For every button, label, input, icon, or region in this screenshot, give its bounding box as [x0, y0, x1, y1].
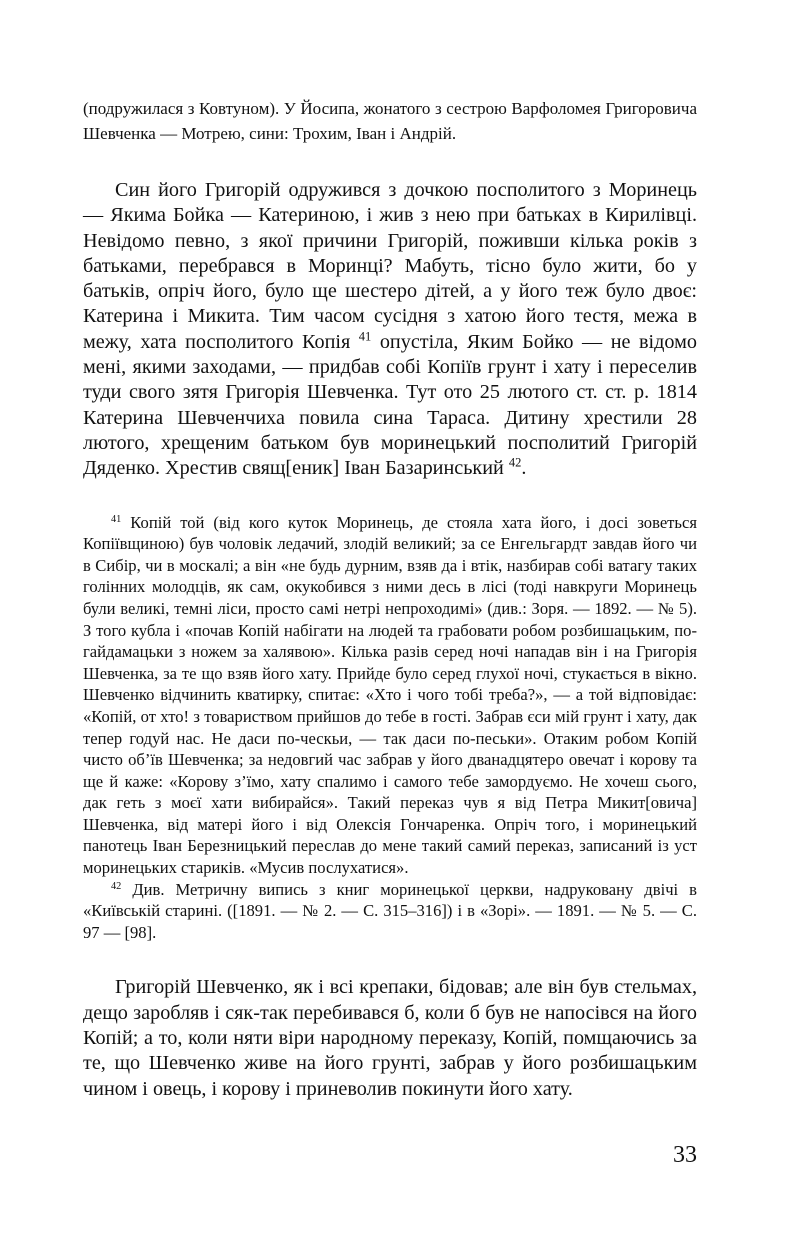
footnote-ref-42[interactable]: 42 — [508, 455, 522, 470]
intro-paragraph: (подружилася з Ковтуном). У Йосипа, жонатого з сестрою Варфоломея Григоровича Шевченка — Мотрею, сини: Трохим, Іван і Андрій. — [83, 99, 697, 143]
footnote-41 — [83, 512, 697, 879]
spacer — [83, 482, 697, 512]
paragraph-text: Син його Григорій одружився з дочкою посполитого з Моринець — Якима Бойка — Катериною, і жив з нею при батьках в Кирилівці. Невідомо певно, з якої причини Григорій, поживши кілька років з батьками, перебрався в Моринці? Мабуть, тісно було жити, бо у батьків, опріч його, було ще шестеро дітей, а у його теж було двоє: Катерина і Микита. Тим часом сусідня з хатою його тестя, межа в межу, хата посполитого Копія — [83, 179, 697, 353]
footnote-ref-41[interactable]: 41 — [358, 329, 372, 344]
page-number: 33 — [673, 1142, 697, 1168]
main-paragraph-2: Григорій Шевченко, як і всі крепаки, бідовав; але він був стельмах, дещо заробляв і сяк-так перебивався б, коли б був не напосівся на його Копій; а то, коли няти віри народному переказу, Копій, помщаючись за те, що Шевченко живе на його грунті, забрав у його розбишацьким чином і овець, і корову і приневолив покинути його хату. — [83, 976, 697, 1100]
footnote-marker-41: 41 — [111, 513, 122, 525]
paragraph-text: . — [521, 457, 527, 480]
footnote-text: Копій той (від кого куток Моринець, де стояла хата його, і досі зоветься Копіївщиною) був чоловік ледачий, злодій великий; за се Енгельгардт завдав його чи в Сибір, чи в москалі; а він «не будь дурним, взяв да і втік, назбирав собі ватагу таких голінних молодців, як сам, окукобився з ними десь в лісі (тоді навкруги Моринець були великі, темні ліси, просто самі нетрі непроходимі» (див.: Зоря. — 1892. — № 5). З того кубла і «почав Копій набігати на людей та грабовати робом розбишацьким, по-гайдамацьки з ножем за халявою». Кілька разів серед ночі нападав він і на Григорія Шевченка, за те що взяв його хату. Прийде було серед глухої ночі, стукається в вікно. Шевченко відчинить кватирку, спитає: «Хто і чого тобі треба?», — а той відповідає: «Копій, от хто! з товариством прийшов до тебе в гості. Забрав єси мій грунт і хату, дак тепер годуй нас. Не даси по-ческьи, — так даси по-песьки». Отаким робом Копій чисто об’їв Шевченка; за недовгий час забрав у його дванадцятеро овечат і корову та ще й каже: «Корову з’їмо, хату спалимо і самого тебе замордуємо. Не хочеш сього, дак геть з моєї хати вибирайся». Такий переказ чув я від Петра Микит[овича] Шевченка, від матері його і від Олексія Гончаренка. Опріч того, і моринецький панотець Іван Березницький переслав до мене такий самий переказ, записаний із уст моринецьких стариків. «Мусив послухатися». — [83, 512, 697, 878]
spacer — [83, 943, 697, 975]
main-paragraph-1 — [83, 178, 697, 482]
footnote-42 — [83, 879, 697, 944]
footnote-text: Див. Метричну випись з книг моринецької церкви, надруковану двічі в «Київській старині. ([1891. — № 2. — С. 315–316]) і в «Зорі». — 1891. — № 5. — С. 97 — [98]. — [83, 879, 698, 942]
paragraph-text: опустіла, Яким Бойко — не відомо мені, якими заходами, — придбав собі Копіїв грунт і хату і переселив туди свого зятя Григорія Шевченка. Тут ото 25 лютого ст. ст. р. 1814 Катерина Шевченчиха повила сина Тараса. Дитину хрестили 28 лютого, хрещеним батьком був моринецький посполитий Григорій Дяденко. Хрестив свящ[еник] Іван Базаринський — [83, 330, 697, 480]
footnote-marker-42: 42 — [111, 880, 122, 892]
spacer — [83, 146, 697, 178]
page-body — [83, 96, 697, 1102]
